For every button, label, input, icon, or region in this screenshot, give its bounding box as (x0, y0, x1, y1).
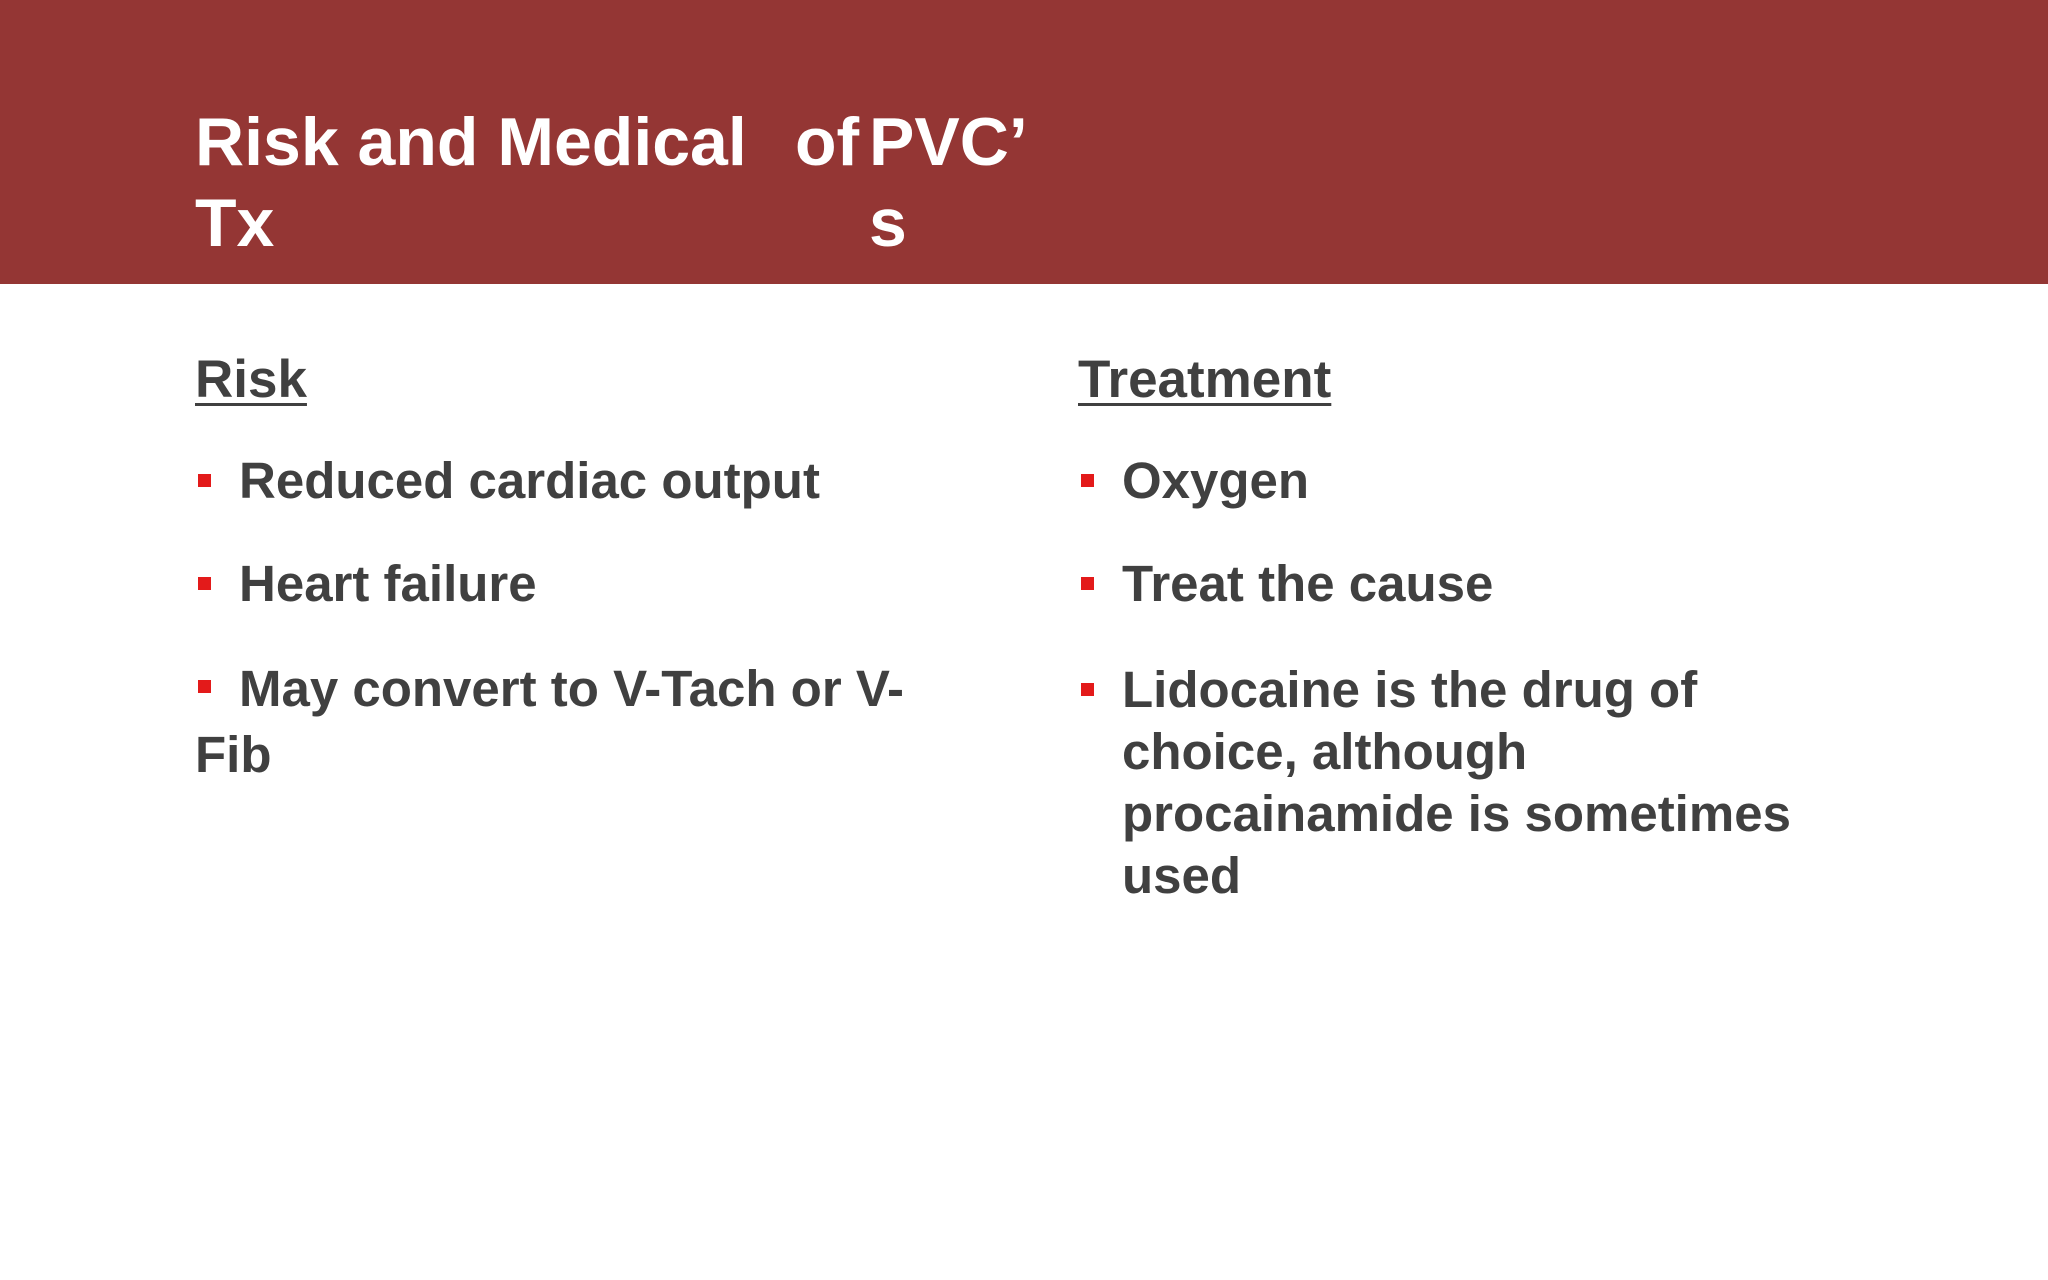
slide-title-line2-left: Tx (195, 185, 275, 261)
title-bar (0, 0, 2048, 284)
square-bullet-icon (1081, 474, 1094, 487)
list-item-text: Treat the cause (1122, 555, 1494, 612)
list-item-text: Heart failure (239, 555, 537, 612)
slide-title-line2-right: s (869, 185, 907, 261)
list-item-text: May convert to V-Tach or V-Fib (195, 660, 905, 783)
slide-title-line1-mid: of (795, 104, 860, 180)
list-item (1078, 659, 1858, 909)
square-bullet-icon (1081, 683, 1094, 696)
square-bullet-icon (198, 474, 211, 487)
square-bullet-icon (1081, 577, 1094, 590)
treatment-heading: Treatment (1078, 350, 1332, 409)
list-item-text: Lidocaine is the drug of choice, although procainamide is sometimes used (1122, 661, 1791, 904)
square-bullet-icon (198, 577, 211, 590)
slide-title-line1-left: Risk and Medical (195, 104, 747, 180)
list-item (195, 656, 915, 796)
list-item-text: Reduced cardiac output (239, 452, 820, 509)
list-item-text: Oxygen (1122, 452, 1310, 509)
slide-title-line1-right: PVC’ (869, 104, 1028, 180)
risk-heading: Risk (195, 350, 307, 409)
